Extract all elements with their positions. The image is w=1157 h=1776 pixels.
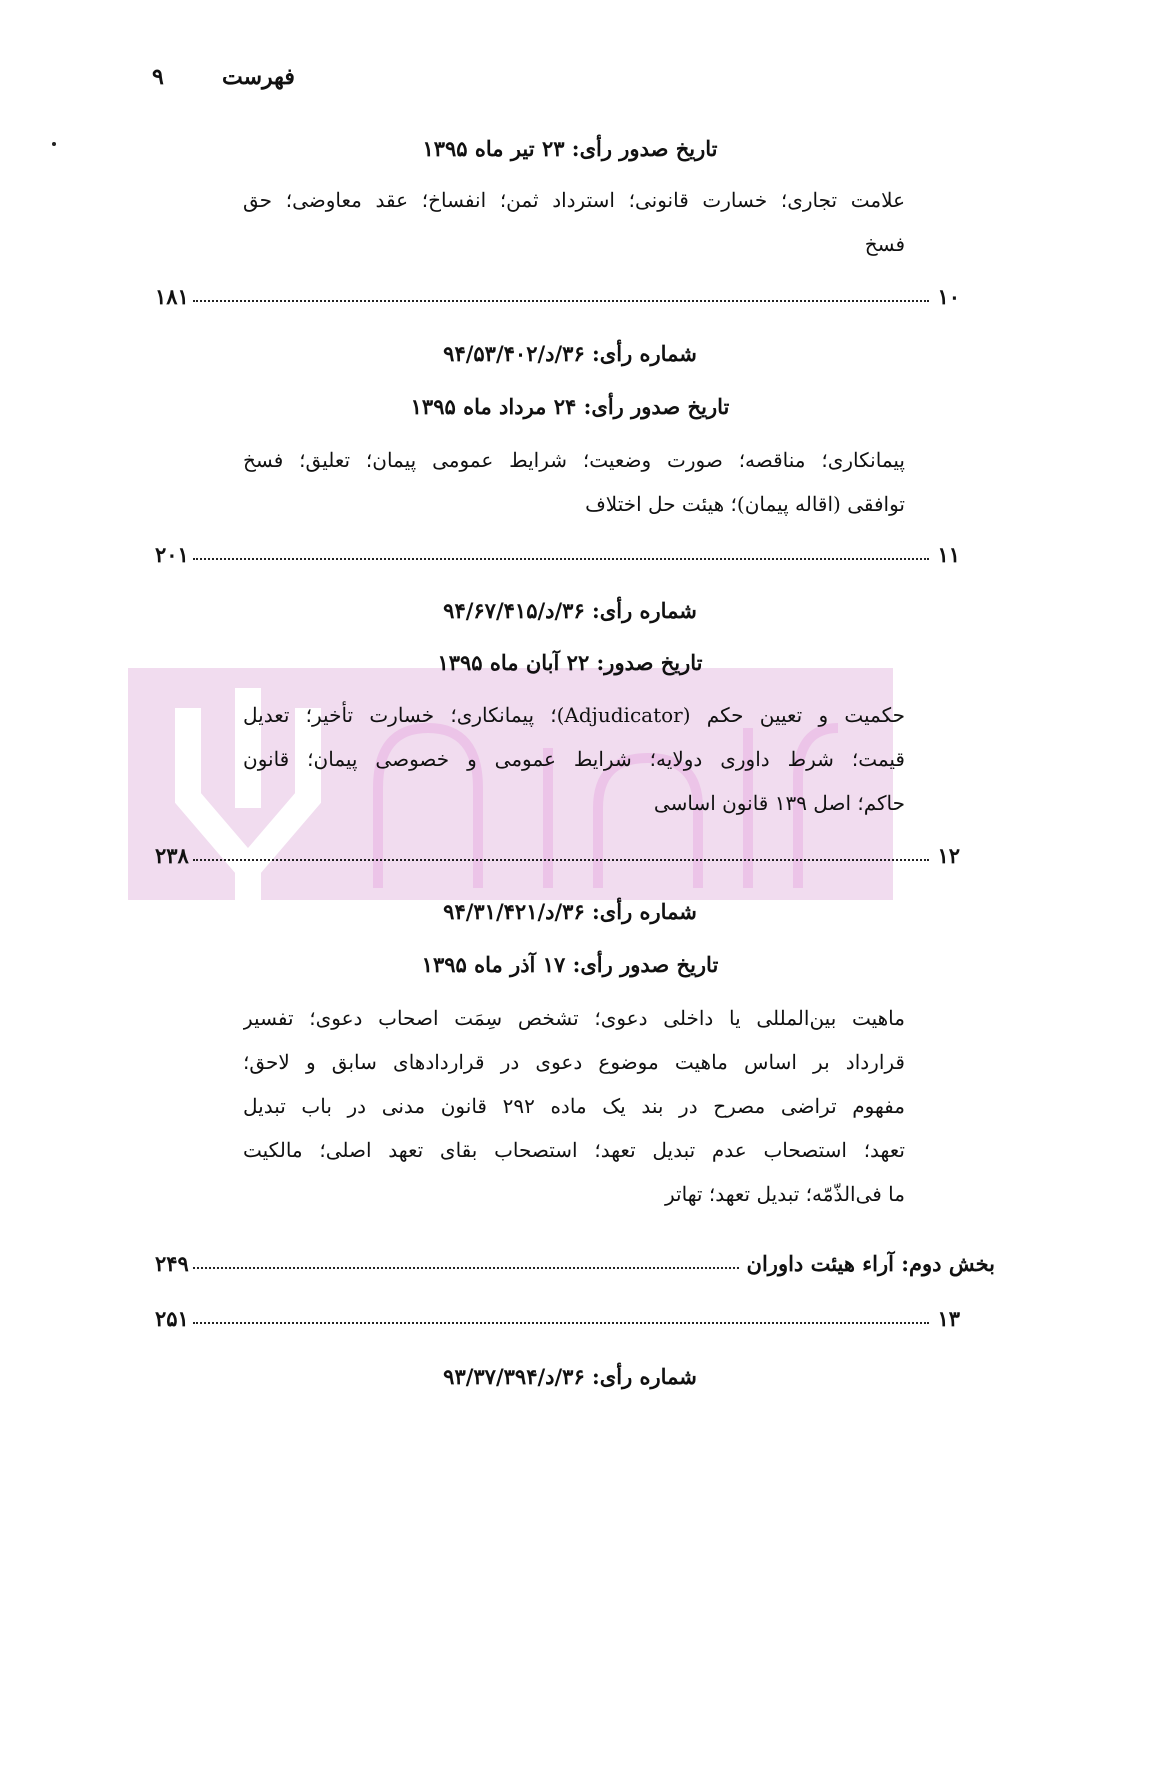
toc-number: ۱۲ [937,843,960,868]
leader-dots [193,1267,739,1269]
keywords-paragraph [243,693,905,825]
keywords-paragraph [243,178,905,266]
keywords-line: علامت تجاری؛ خسارت قانونی؛ استرداد ثمن؛ انفساخ؛ عقد معاوضی؛ حق [243,188,905,212]
leader-dots [193,859,930,861]
keywords-line: ما فی‌الذّمّه؛ تبدیل تعهد؛ تهاتر [665,1182,905,1206]
keywords-line: قیمت؛ شرط داوری دولایه؛ شرایط عمومی و خصوصی پیمان؛ قانون [243,747,905,771]
ruling-number: شماره رأی: ۳۶/د/۹۳/۳۷/۳۹۴ [443,1364,697,1389]
toc-page: ۲۵۱ [155,1306,189,1331]
keywords-line: فسخ [864,232,905,256]
toc-section-entry[interactable] [155,1251,995,1276]
ruling-date: تاریخ صدور رأی: ۲۴ مرداد ماه ۱۳۹۵ [410,394,730,419]
toc-page: ۲۳۸ [155,843,189,868]
leader-dots [193,558,930,560]
keywords-line: حاکم؛ اصل ۱۳۹ قانون اساسی [653,791,905,815]
running-header-title: فهرست [222,64,295,90]
toc-entry[interactable] [155,843,960,868]
ruling-number: شماره رأی: ۳۶/د/۹۴/۳۱/۴۲۱ [443,899,697,924]
keywords-paragraph [243,438,905,526]
toc-number: ۱۳ [937,1306,960,1331]
leader-dots [193,300,930,302]
ruling-number: شماره رأی: ۳۶/د/۹۴/۵۳/۴۰۲ [443,341,697,366]
toc-page: ۱۸۱ [155,284,189,309]
ruling-date: تاریخ صدور: ۲۲ آبان ماه ۱۳۹۵ [437,650,703,675]
keywords-line: پیمانکاری؛ مناقصه؛ صورت وضعیت؛ شرایط عمومی پیمان؛ تعلیق؛ فسخ [243,448,905,472]
section-title: بخش دوم: آراء هیئت داوران [746,1251,995,1276]
keywords-line: ماهیت بین‌المللی یا داخلی دعوی؛ تشخص سِمَت اصحاب دعوی؛ تفسیر [243,1006,905,1030]
toc-entry[interactable] [155,542,960,567]
toc-page: ۲۰۱ [155,542,189,567]
toc-number: ۱۰ [937,284,960,309]
toc-entry[interactable] [155,284,960,309]
toc-number: ۱۱ [937,542,960,567]
ruling-date: تاریخ صدور رأی: ۲۳ تیر ماه ۱۳۹۵ [422,136,718,161]
keywords-line: قرارداد بر اساس ماهیت موضوع دعوی در قراردادهای سابق و لاحق؛ [243,1050,905,1074]
ruling-number: شماره رأی: ۳۶/د/۹۴/۶۷/۴۱۵ [443,598,697,623]
ruling-date: تاریخ صدور رأی: ۱۷ آذر ماه ۱۳۹۵ [421,952,719,977]
keywords-line: حکمیت و تعیین حکم (Adjudicator)؛ پیمانکاری؛ خسارت تأخیر؛ تعدیل [243,703,905,727]
toc-entry[interactable] [155,1306,960,1331]
toc-page: ۲۴۹ [155,1251,189,1276]
keywords-line: مفهوم تراضی مصرح در بند یک ماده ۲۹۲ قانون مدنی در باب تبدیل [243,1094,905,1118]
page-number: ۹ [152,64,164,90]
keywords-line: تعهد؛ استصحاب عدم تبدیل تعهد؛ استصحاب بقای تعهد اصلی؛ مالکیت [243,1138,905,1162]
leader-dots [193,1322,930,1324]
keywords-paragraph [243,996,905,1216]
margin-mark [52,142,56,146]
keywords-line: توافقی (اقاله پیمان)؛ هیئت حل اختلاف [585,492,905,516]
